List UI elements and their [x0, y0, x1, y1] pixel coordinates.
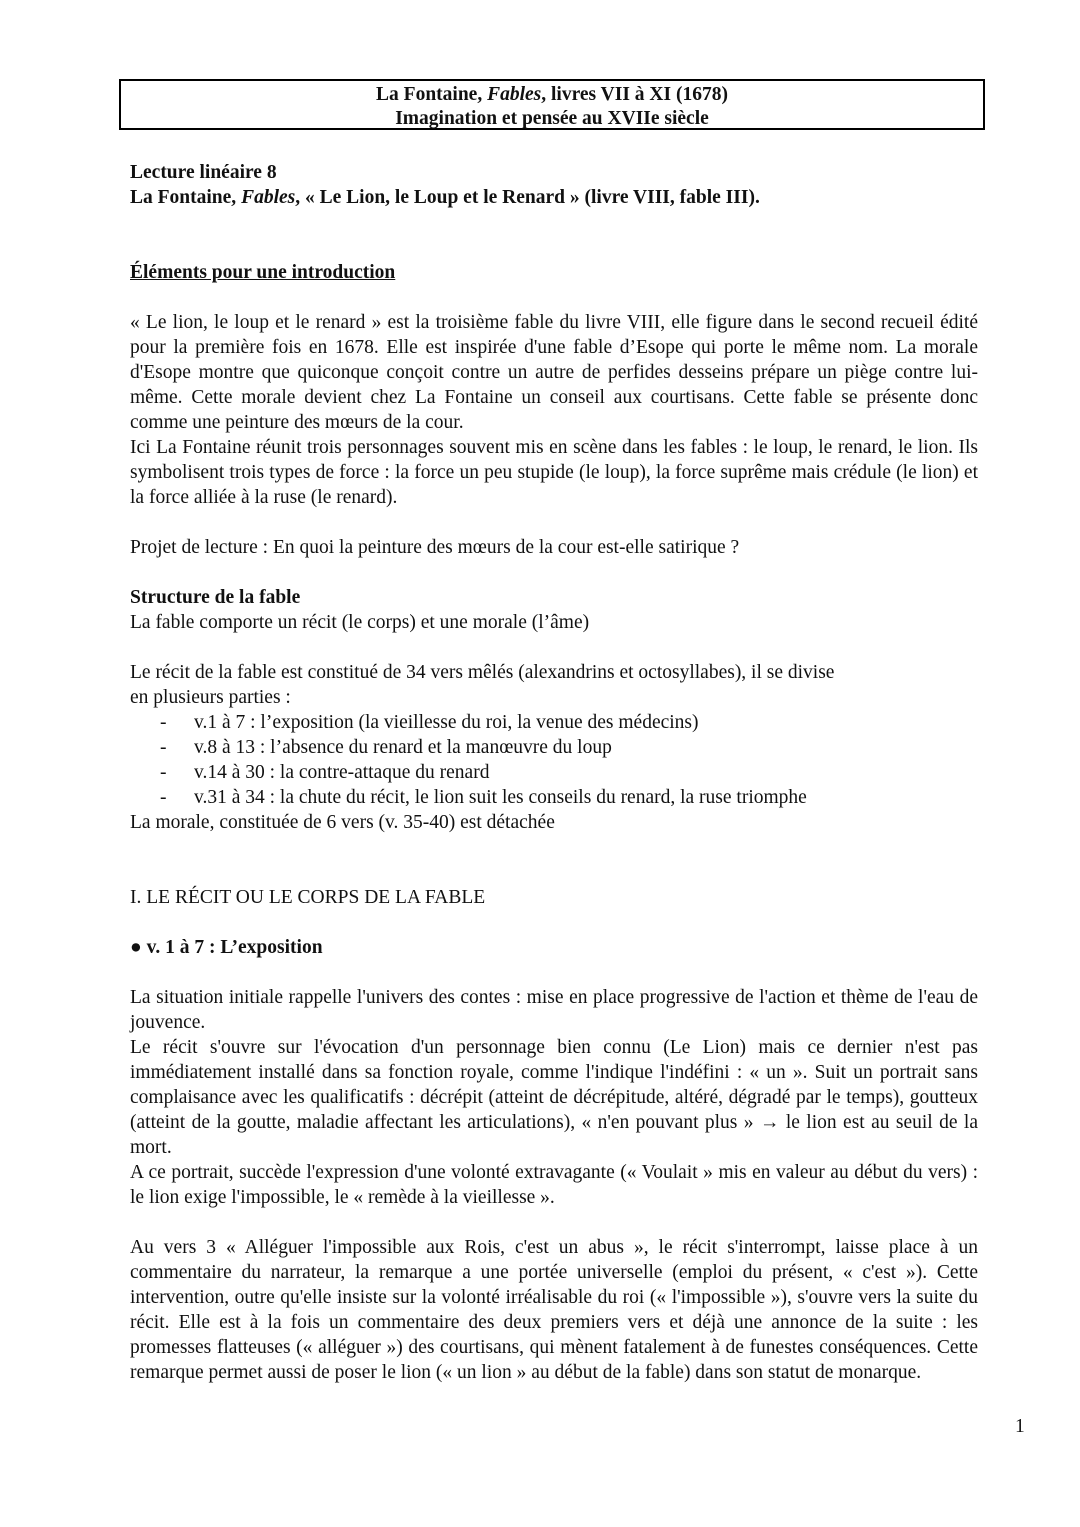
page-number: 1 [1015, 1416, 1025, 1437]
intro-paragraph-1: « Le lion, le loup et le renard » est la troisième fable du livre VIII, elle figure dans le second recueil édité pour la première fois en 1678. Elle est inspirée d'une fable d’Esope qui porte le même nom. La morale d'Esope montre que quiconque conçoit contre un autre de perfides desseins prépare un piège contre lui-même. Cette morale devient chez La Fontaine un conseil aux courtisans. Cette fable se présente donc comme une peinture des mœurs de la cour. [130, 312, 978, 433]
dash-bullet: - [160, 787, 167, 808]
section-1-paragraph-1: La situation initiale rappelle l'univers des contes : mise en place progressive de l'action et thème de l'eau de jouvence. [130, 987, 978, 1033]
structure-heading: Structure de la fable [130, 587, 301, 608]
document-body [130, 160, 978, 1385]
list-item: - v.8 à 13 : l’absence du renard et la manœuvre du loup [160, 737, 612, 758]
intro-paragraph-2: Ici La Fontaine réunit trois personnages souvent mis en scène dans les fables : le loup, le renard, le lion. Ils symbolisent trois types de force : la force un peu stupide (le loup), la force suprême mais crédule (le lion) et la force alliée à la ruse (le renard). [130, 437, 978, 508]
section-1-paragraph-3: A ce portrait, succède l'expression d'une volonté extravagante (« Voulait » mis en valeur au début du vers) : le lion exige l'impossible, le « remède à la vieillesse ». [130, 1162, 978, 1208]
dash-bullet: - [160, 762, 167, 783]
header-line-2: Imagination et pensée au XVIIe siècle [395, 108, 709, 129]
lecture-title: La Fontaine, Fables, « Le Lion, le Loup et le Renard » (livre VIII, fable III). [130, 187, 760, 208]
structure-line-1: La fable comporte un récit (le corps) et une morale (l’âme) [130, 612, 590, 633]
dash-bullet: - [160, 737, 167, 758]
projet-de-lecture: Projet de lecture : En quoi la peinture des mœurs de la cour est-elle satirique ? [130, 537, 740, 558]
section-1-subheading: ● v. 1 à 7 : L’exposition [130, 937, 323, 958]
section-1-paragraph-4: Au vers 3 « Alléguer l'impossible aux Rois, c'est un abus », le récit s'interrompt, laisse place à un commentaire du narrateur, la remarque a une portée universelle (emploi du présent, « c'est »). Cette intervention, outre qu'elle insiste sur la volonté irréalisable du roi (« l'impossible »), s'ouvre vers la suite du récit. Elle est à la fois un commentaire des deux premiers vers et déjà une annonce de la suite : les promesses flatteuses (« alléguer ») des courtisans, qui mènent fatalement à de funestes conséquences. Cette remarque permet aussi de poser le lion (« un lion » au début de la fable) dans son statut de monarque. [130, 1237, 978, 1383]
structure-parts-list [130, 710, 978, 810]
list-item: - v.31 à 34 : la chute du récit, le lion suit les conseils du renard, la ruse triomphe [160, 787, 807, 808]
structure-line-2a: Le récit de la fable est constitué de 34 vers mêlés (alexandrins et octosyllabes), il se divise [130, 662, 835, 683]
lecture-label: Lecture linéaire 8 [130, 162, 277, 183]
document-header-box [119, 79, 985, 130]
header-line-1: La Fontaine, Fables, livres VII à XI (1678) [376, 84, 728, 105]
section-1-paragraph-2: Le récit s'ouvre sur l'évocation d'un personnage bien connu (Le Lion) mais ce dernier n'est pas immédiatement installé dans sa fonction royale, comme l'indique l'indéfini : « un ». Suit un portrait sans complaisance avec les qualificatifs : décrépit (atteint de décrépitude, altéré, dégradé par le temps), goutteux (atteint de la goutte, maladie affectant les articulations), « n'en pouvant plus » → le lion est au seuil de la mort. [130, 1037, 978, 1158]
section-1-heading: I. LE RÉCIT OU LE CORPS DE LA FABLE [130, 887, 486, 908]
structure-line-2b: en plusieurs parties : [130, 687, 291, 708]
intro-heading: Éléments pour une introduction [130, 262, 396, 283]
list-item: - v.14 à 30 : la contre-attaque du renard [160, 762, 490, 783]
list-item: - v.1 à 7 : l’exposition (la vieillesse du roi, la venue des médecins) [160, 712, 699, 733]
structure-morale: La morale, constituée de 6 vers (v. 35-40) est détachée [130, 812, 555, 833]
dash-bullet: - [160, 712, 167, 733]
